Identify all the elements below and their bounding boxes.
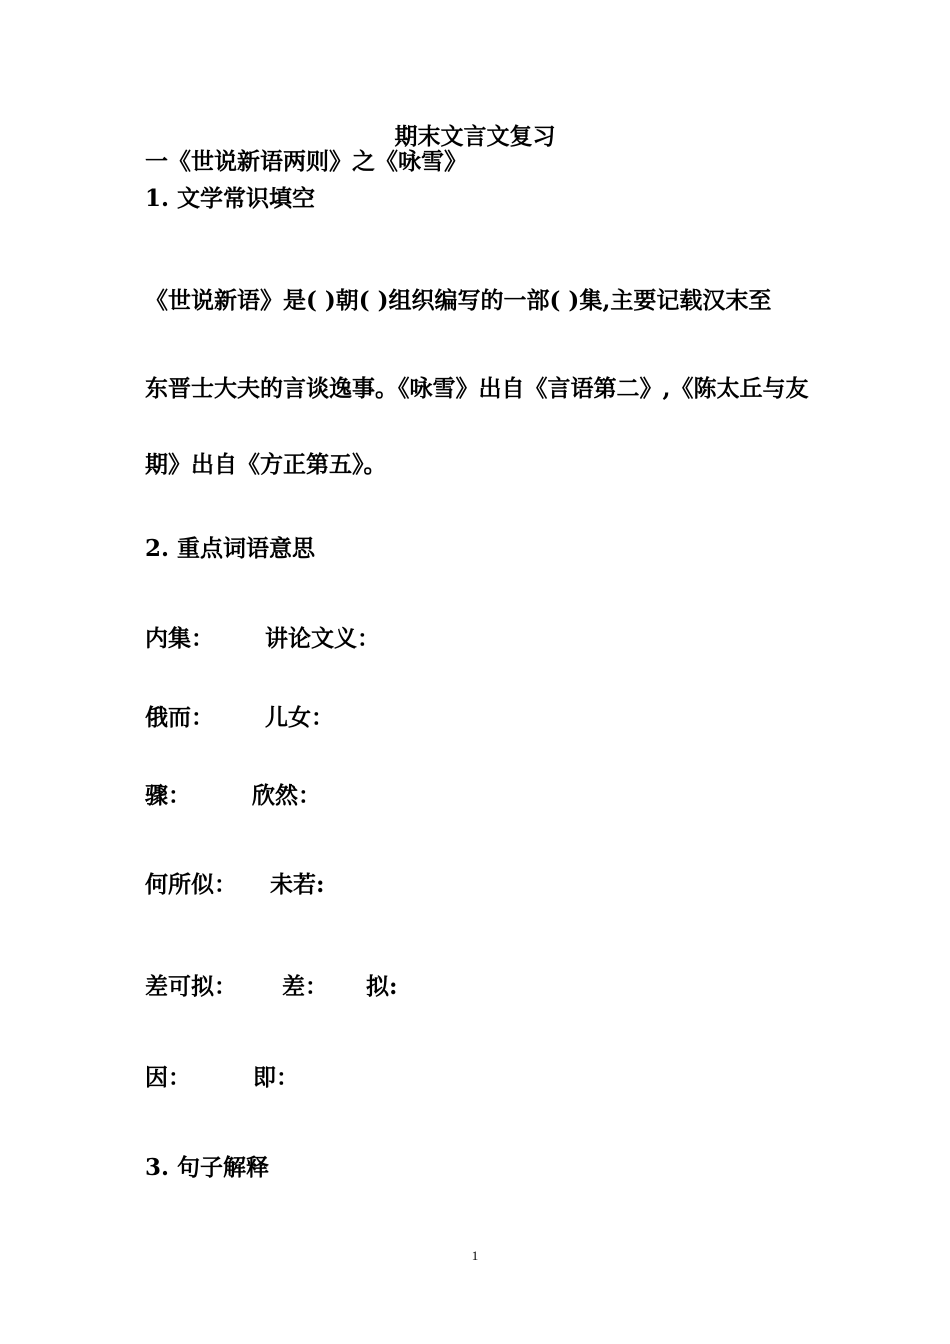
term-label: 骤： [145, 782, 191, 809]
term-label: 内集： [145, 625, 214, 652]
term-row-6 [145, 1063, 299, 1093]
term-row-5 [145, 972, 398, 1002]
term-label: 讲论文义： [265, 625, 380, 652]
question-1-line-3: 期》出自《方正第五》。 [145, 451, 387, 478]
term-label: 差可拟： [145, 973, 237, 1000]
question-1-line-1: 《世说新语》是( )朝( )组织编写的一部( )集,主要记载汉末至 [145, 287, 772, 314]
question-1-heading: 1. 文学常识填空 [145, 185, 316, 212]
question-3-heading: 3. 句子解释 [145, 1154, 270, 1181]
term-label: 差： [282, 973, 328, 1000]
term-label: 何所似： [145, 871, 237, 898]
term-label: 欣然： [252, 782, 321, 809]
term-row-2 [145, 703, 334, 733]
document-title: 期末文言文复习 [394, 123, 556, 150]
term-label: 儿女： [265, 704, 334, 731]
question-1-line-2: 东晋士大夫的言谈逸事。《咏雪》出自《言语第二》,《陈太丘与友 [145, 375, 809, 402]
term-row-4 [145, 870, 325, 900]
term-row-3 [145, 781, 321, 811]
section-heading: 一《世说新语两则》之《咏雪》 [145, 148, 467, 175]
question-2-heading: 2. 重点词语意思 [145, 535, 316, 562]
term-label: 拟: [366, 973, 398, 1000]
term-label: 因： [145, 1064, 191, 1091]
term-label: 俄而： [145, 704, 214, 731]
term-row-1 [145, 624, 380, 654]
term-label: 未若: [270, 871, 325, 898]
term-label: 即： [253, 1064, 299, 1091]
page-number: 1 [471, 1248, 479, 1263]
